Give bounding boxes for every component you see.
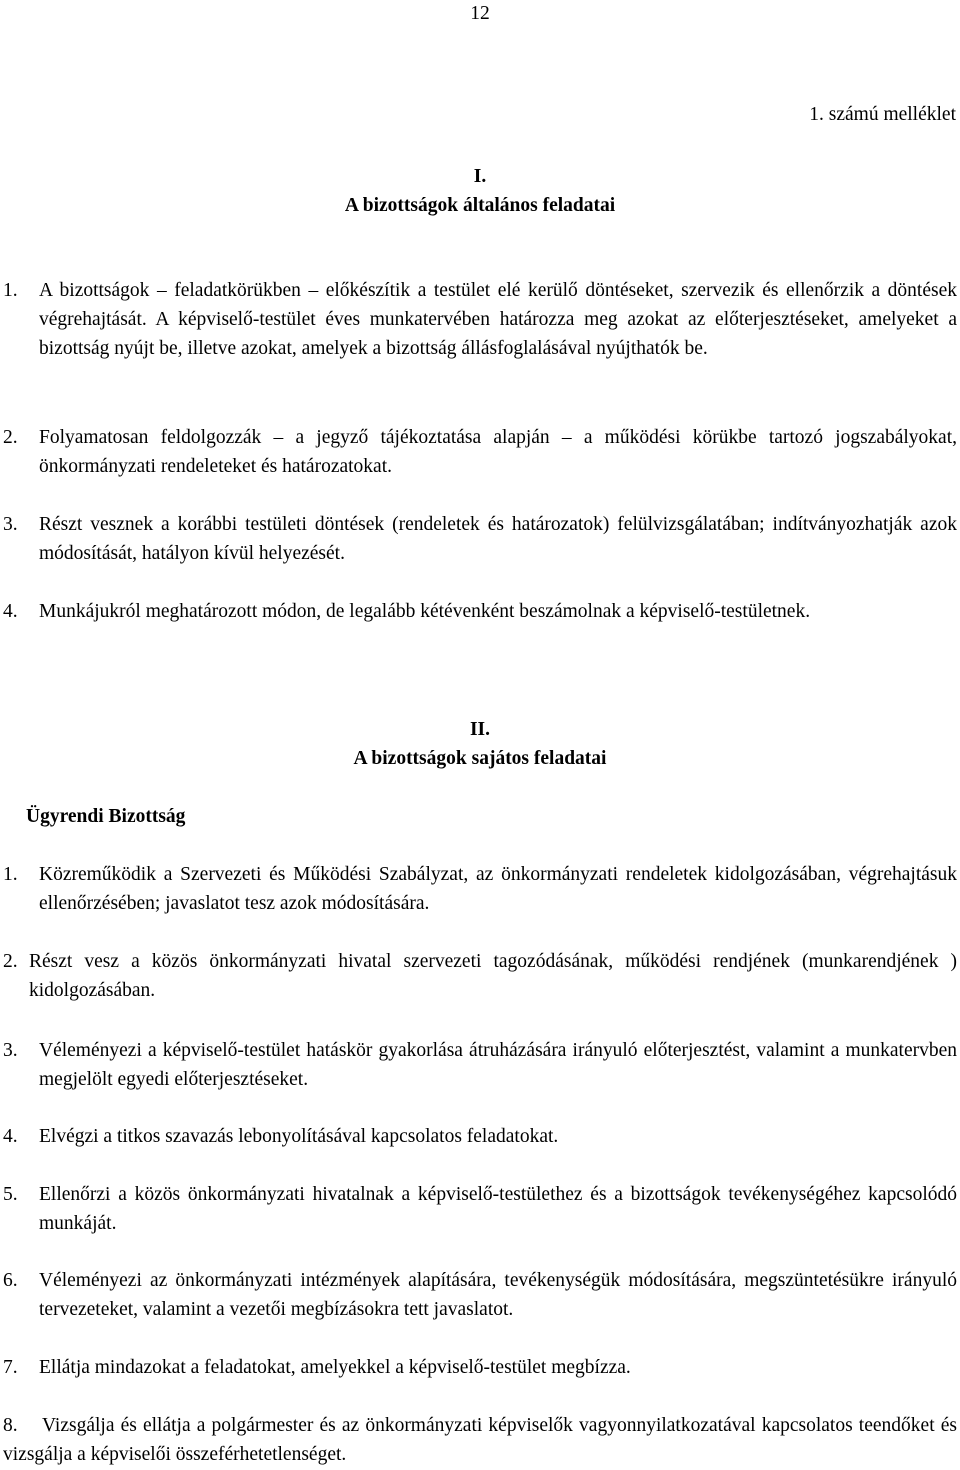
item-text: Véleményezi az önkormányzati intézmények alapítására, tevékenységük módosítására, megszüntetésükre irányuló tervezeteket, valamint a vezetői megbízásokra tett javaslatot.	[39, 1270, 957, 1320]
item-text: Véleményezi a képviselő-testület hatáskör gyakorlása átruházására irányuló előterjesztést, valamint a munkatervben megjelölt egyedi előterjesztéseket.	[39, 1040, 957, 1090]
committee-heading: Ügyrendi Bizottság	[26, 806, 186, 827]
page-number: 12	[470, 3, 490, 24]
section-1-item-1	[3, 276, 957, 363]
section-2-item-5	[3, 1180, 957, 1238]
section-2-title: A bizottságok sajátos feladatai	[353, 748, 607, 769]
section-2-item-2	[3, 947, 957, 1005]
item-number: 8.	[3, 1415, 18, 1436]
item-text: Részt vesz a közös önkormányzati hivatal szervezeti tagozódásának, működési rendjének (munkarendjének ) kidolgozásában.	[29, 951, 957, 1001]
item-number: 4.	[3, 1126, 18, 1147]
item-text: Munkájukról meghatározott módon, de legalább kétévenként beszámolnak a képviselő-testületnek.	[39, 601, 811, 622]
annex-label: 1. számú melléklet	[809, 104, 956, 125]
item-number: 2.	[3, 951, 18, 972]
section-2-item-1	[3, 860, 957, 918]
item-text: Ellenőrzi a közös önkormányzati hivatalnak a képviselő-testülethez és a bizottságok tevékenységéhez kapcsolódó munkáját.	[39, 1184, 957, 1234]
section-1-title: A bizottságok általános feladatai	[344, 195, 616, 216]
section-1-item-2	[3, 423, 957, 481]
item-number: 5.	[3, 1184, 18, 1205]
section-2-roman: II.	[469, 719, 491, 740]
section-2-item-3	[3, 1036, 957, 1094]
section-2-item-6	[3, 1266, 957, 1324]
item-text: Folyamatosan feldolgozzák – a jegyző tájékoztatása alapján – a működési körükbe tartozó jogszabályokat, önkormányzati rendeleteket és határozatokat.	[39, 427, 957, 477]
section-2-item-4	[3, 1122, 957, 1151]
section-1-roman: I.	[473, 166, 487, 187]
item-number: 1.	[3, 864, 18, 885]
item-number: 7.	[3, 1357, 18, 1378]
item-text: Elvégzi a titkos szavazás lebonyolításával kapcsolatos feladatokat.	[39, 1126, 559, 1147]
item-text: Részt vesznek a korábbi testületi döntések (rendeletek és határozatok) felülvizsgálatában; indítványozhatják azok módosítását, hatályon kívül helyezését.	[39, 514, 957, 564]
item-number: 6.	[3, 1270, 18, 1291]
item-number: 4.	[3, 601, 18, 622]
item-number: 3.	[3, 1040, 18, 1061]
item-number: 2.	[3, 427, 18, 448]
section-2-item-7	[3, 1353, 957, 1382]
item-number: 1.	[3, 280, 18, 301]
section-2-item-8	[3, 1411, 957, 1469]
section-1-item-3	[3, 510, 957, 568]
item-text: Közreműködik a Szervezeti és Működési Szabályzat, az önkormányzati rendeletek kidolgozásában, végrehajtásuk ellenőrzésében; javaslatot tesz azok módosítására.	[39, 864, 957, 914]
item-text: Vizsgálja és ellátja a polgármester és az önkormányzati képviselők vagyonnyilatkozatával kapcsolatos teendőket és vizsgálja a képviselői összeférhetetlenséget.	[3, 1415, 957, 1465]
item-text: A bizottságok – feladatkörükben – előkészítik a testület elé kerülő döntéseket, szervezik és ellenőrzik a döntések végrehajtását. A képviselő-testület éves munkatervében határozza meg azokat az előterjesztéseket, amelyeket a bizottság nyújt be, illetve azokat, amelyek a bizottság állásfoglalásával nyújthatók be.	[39, 280, 957, 359]
section-1-item-4	[3, 597, 957, 626]
item-number: 3.	[3, 514, 18, 535]
item-text: Ellátja mindazokat a feladatokat, amelyekkel a képviselő-testület megbízza.	[39, 1357, 631, 1378]
